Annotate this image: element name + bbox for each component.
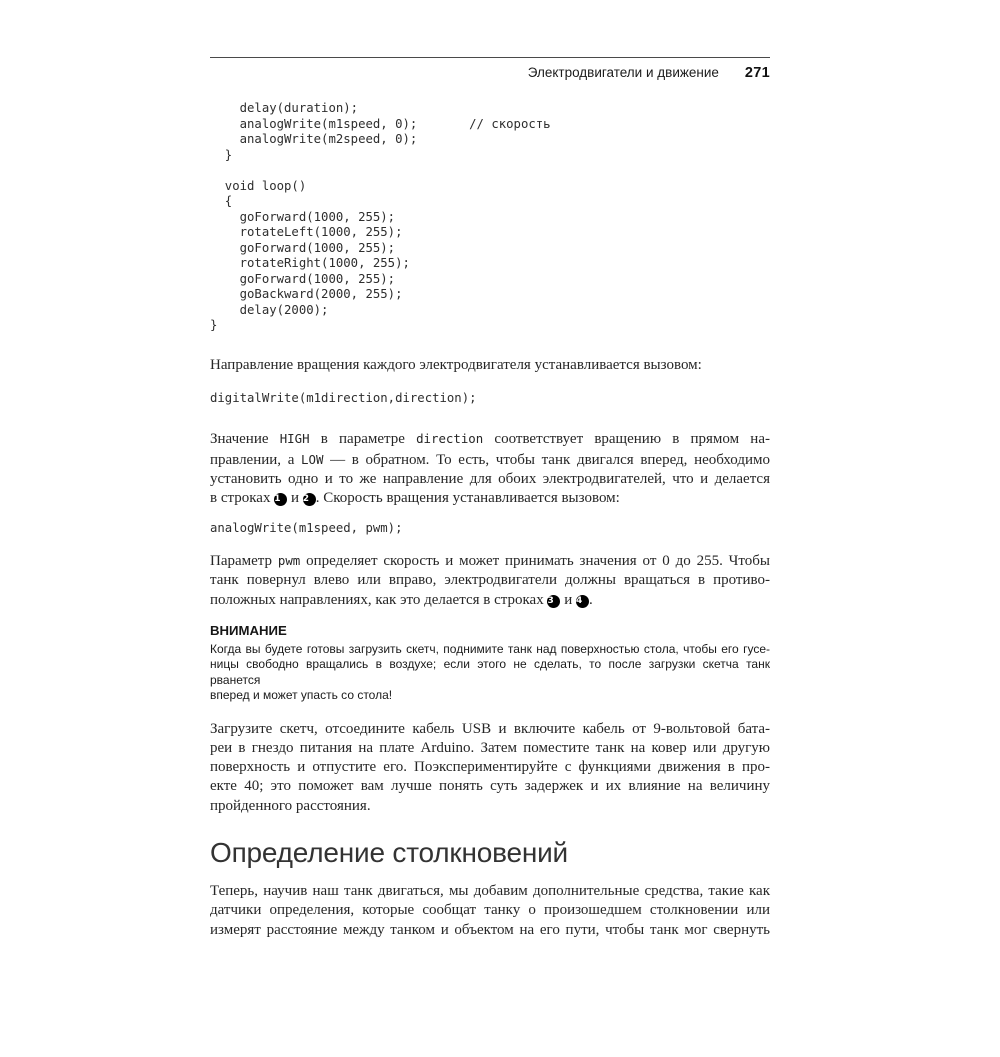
text-run: . Скорость вращения устанавливается вызовом: [315, 490, 620, 507]
text-run: Значение [210, 431, 280, 448]
text-line [210, 720, 770, 739]
inline-code-token: direction [416, 431, 484, 447]
inline-code-token: LOW [301, 451, 324, 467]
text-run: вперед и может упасть со стола! [210, 688, 393, 703]
circled-digit-4: 4 [576, 595, 589, 608]
text-run: пройденного расстояния. [210, 797, 371, 814]
text-run: в строках [210, 490, 275, 507]
text-run: Теперь, научив наш танк двигаться, мы добавим дополнительные средства, такие как [210, 882, 770, 899]
text-run: и [560, 591, 576, 608]
code-line: } [210, 318, 218, 332]
text-line [210, 777, 770, 796]
book-page [0, 57, 1000, 1057]
text-line [210, 901, 770, 920]
inline-code-token: pwm [277, 552, 301, 568]
code-line: goForward(1000, 255); [210, 240, 396, 255]
text-line [210, 470, 770, 489]
text-line [210, 450, 770, 470]
text-run: екте 40; это поможет вам лучше понять суть задержек и их влияние на величину [210, 778, 770, 795]
code-listing [210, 101, 770, 334]
code-line: analogWrite(m2speed, 0); [210, 132, 418, 146]
paragraph-high-low [210, 429, 770, 508]
inline-code-analogwrite: analogWrite(m1speed, pwm); [210, 521, 403, 536]
warning-body [210, 642, 770, 704]
paragraph-collision-intro [210, 882, 770, 940]
warning-title: ВНИМАНИЕ [210, 622, 287, 638]
text-line [210, 429, 770, 449]
text-line [210, 758, 770, 777]
text-run: танк повернул влево или вправо, электродвигатели должны вращаться в противо- [210, 572, 770, 589]
code-line: goForward(1000, 255); [210, 271, 396, 286]
text-run: определяет скорость и может принимать значения от 0 до 255. Чтобы [300, 552, 770, 569]
text-line [210, 921, 770, 940]
text-run: реи в гнездо питания на плате Arduino. Затем поместите танк на ковер или другую [210, 739, 770, 756]
text-run: — в обратном. То есть, чтобы танк двигался вперед, необходимо [323, 451, 770, 468]
text-line [210, 688, 770, 703]
text-run: ницы свободно вращались в воздухе; если этого не сделать, то после загрузки скетча танк рванется [210, 657, 770, 687]
text-run: Когда вы будете готовы загрузить скетч, поднимите танк над поверхностью стола, чтобы его гусе- [210, 641, 770, 656]
text-run: поверхность и отпустите его. Поэкспериментируйте с функциями движения в про- [210, 759, 770, 776]
running-header [210, 64, 770, 82]
code-line: goForward(1000, 255); [210, 209, 396, 224]
code-line: delay(duration); [210, 101, 359, 115]
circled-digit-1: 1 [274, 493, 287, 506]
inline-code-digitalwrite: digitalWrite(m1direction,direction); [210, 390, 477, 405]
text-run: . [588, 591, 593, 608]
text-run: Загрузите скетч, отсоедините кабель USB и включите кабель от 9-вольтовой бата- [210, 720, 770, 737]
warning-note [210, 622, 770, 704]
circled-digit-2: 2 [303, 493, 316, 506]
text-run: Параметр [210, 552, 278, 569]
text-line [210, 797, 770, 816]
paragraph-intro-direction [210, 356, 770, 375]
inline-code-token: HIGH [279, 431, 310, 447]
text-line [210, 551, 770, 571]
text-column [210, 57, 770, 940]
text-run: в параметре [309, 431, 417, 448]
page-number: 271 [744, 65, 770, 81]
code-line [210, 163, 770, 179]
text-run: датчики определения, которые сообщат танку о произошедшем столкновении или [210, 902, 770, 919]
code-line: rotateRight(1000, 255); [210, 256, 410, 270]
text-run: Направление вращения каждого электродвигателя устанавливается вызовом: [210, 356, 702, 373]
text-line [210, 356, 770, 375]
code-line: { [210, 194, 233, 208]
paragraph-pwm [210, 551, 770, 610]
code-line: delay(2000); [210, 302, 329, 317]
text-line [210, 591, 770, 610]
text-run: соответствует вращению в прямом на- [483, 431, 770, 448]
text-line [210, 657, 770, 688]
code-line: void loop() [210, 178, 307, 193]
code-line: goBackward(2000, 255); [210, 287, 403, 301]
text-run: правлении, а [210, 451, 302, 468]
circled-digit-3: 3 [547, 595, 560, 608]
text-line [210, 489, 770, 508]
chapter-title: Электродвигатели и движение [527, 65, 719, 80]
code-line: analogWrite(m1speed, 0); // скорость [210, 116, 551, 131]
text-run: и [287, 490, 303, 507]
text-line [210, 642, 770, 657]
text-run: установить одно и то же направление для обоих электродвигателей, что и делается [210, 470, 770, 487]
header-rule [210, 57, 770, 58]
text-line [210, 571, 770, 590]
text-run: измерят расстояние между танком и объектом на его пути, чтобы танк мог свернуть [210, 921, 770, 938]
text-run: положных направлениях, как это делается в строках [210, 591, 548, 608]
section-heading: Определение столкновений [210, 836, 568, 868]
code-line: } [210, 147, 233, 162]
text-line [210, 739, 770, 758]
code-line: rotateLeft(1000, 255); [210, 225, 403, 239]
text-line [210, 882, 770, 901]
paragraph-upload-sketch [210, 720, 770, 816]
